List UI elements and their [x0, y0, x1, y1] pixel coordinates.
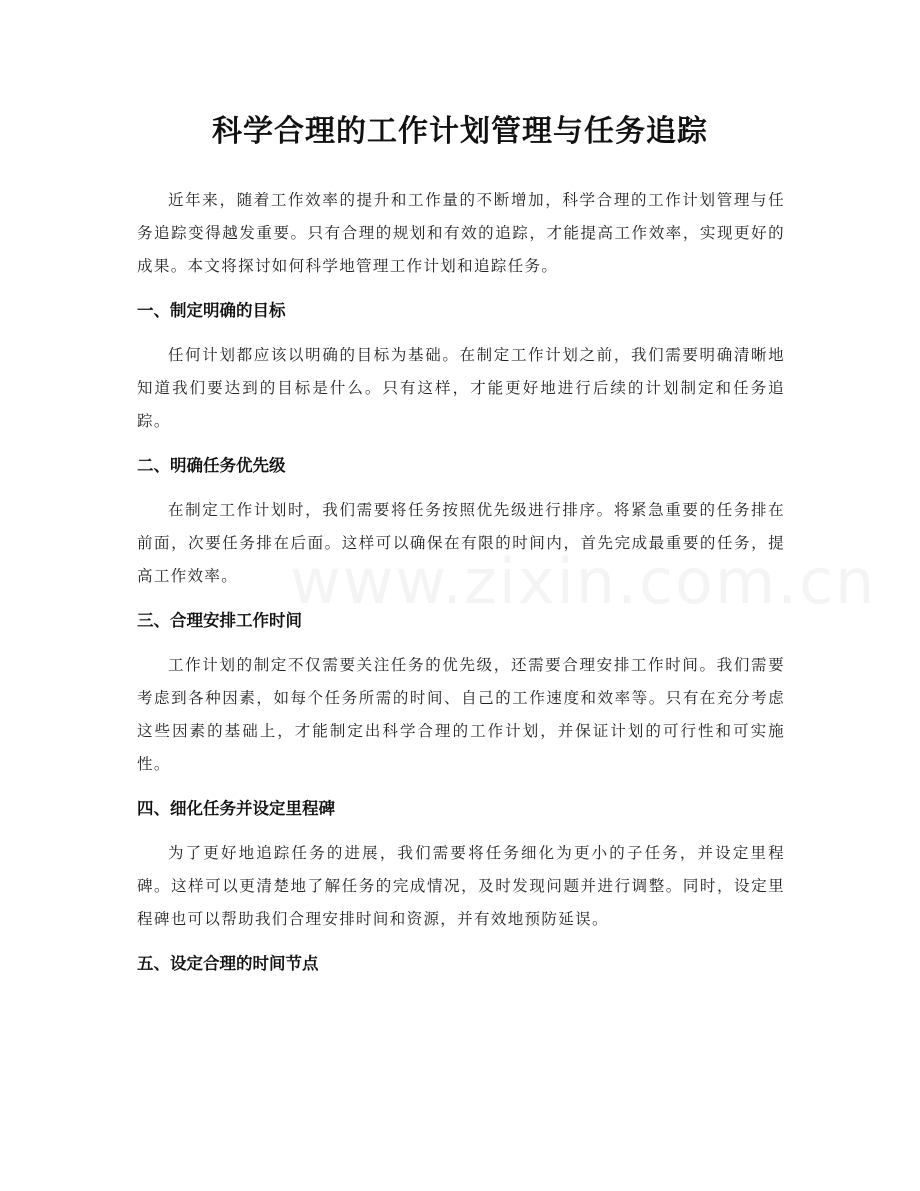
- page-title: 科学合理的工作计划管理与任务追踪: [212, 114, 708, 149]
- section-paragraph-3: 工作计划的制定不仅需要关注任务的优先级，还需要合理安排工作时间。我们需要考虑到各种因素，如每个任务所需的时间、自己的工作速度和效率等。只有在充分考虑这些因素的基础上，才能制定出科学合理的工作计划，并保证计划的可行性和可实施性。: [137, 656, 785, 773]
- section-paragraph-2: 在制定工作计划时，我们需要将任务按照优先级进行排序。将紧急重要的任务排在前面，次要任务排在后面。这样可以确保在有限的时间内，首先完成最重要的任务，提高工作效率。: [137, 501, 785, 585]
- section-paragraph-4: 为了更好地追踪任务的进展，我们需要将任务细化为更小的子任务，并设定里程碑。这样可以更清楚地了解任务的完成情况，及时发现问题并进行调整。同时，设定里程碑也可以帮助我们合理安排时间和资源，并有效地预防延误。: [137, 844, 785, 928]
- section-heading-3: 三、合理安排工作时间: [137, 611, 302, 630]
- document-body: [137, 184, 785, 978]
- section-paragraph-1: 任何计划都应该以明确的目标为基础。在制定工作计划之前，我们需要明确清晰地知道我们要达到的目标是什么。只有这样，才能更好地进行后续的计划制定和任务追踪。: [137, 346, 785, 430]
- section-heading-2: 二、明确任务优先级: [137, 456, 286, 475]
- section-heading-1: 一、制定明确的目标: [137, 301, 286, 320]
- section-heading-5: 五、设定合理的时间节点: [137, 954, 319, 973]
- section-heading-4: 四、细化任务并设定里程碑: [137, 799, 335, 818]
- intro-paragraph: 近年来，随着工作效率的提升和工作量的不断增加，科学合理的工作计划管理与任务追踪变得越发重要。只有合理的规划和有效的追踪，才能提高工作效率，实现更好的成果。本文将探讨如何科学地管理工作计划和追踪任务。: [137, 191, 785, 275]
